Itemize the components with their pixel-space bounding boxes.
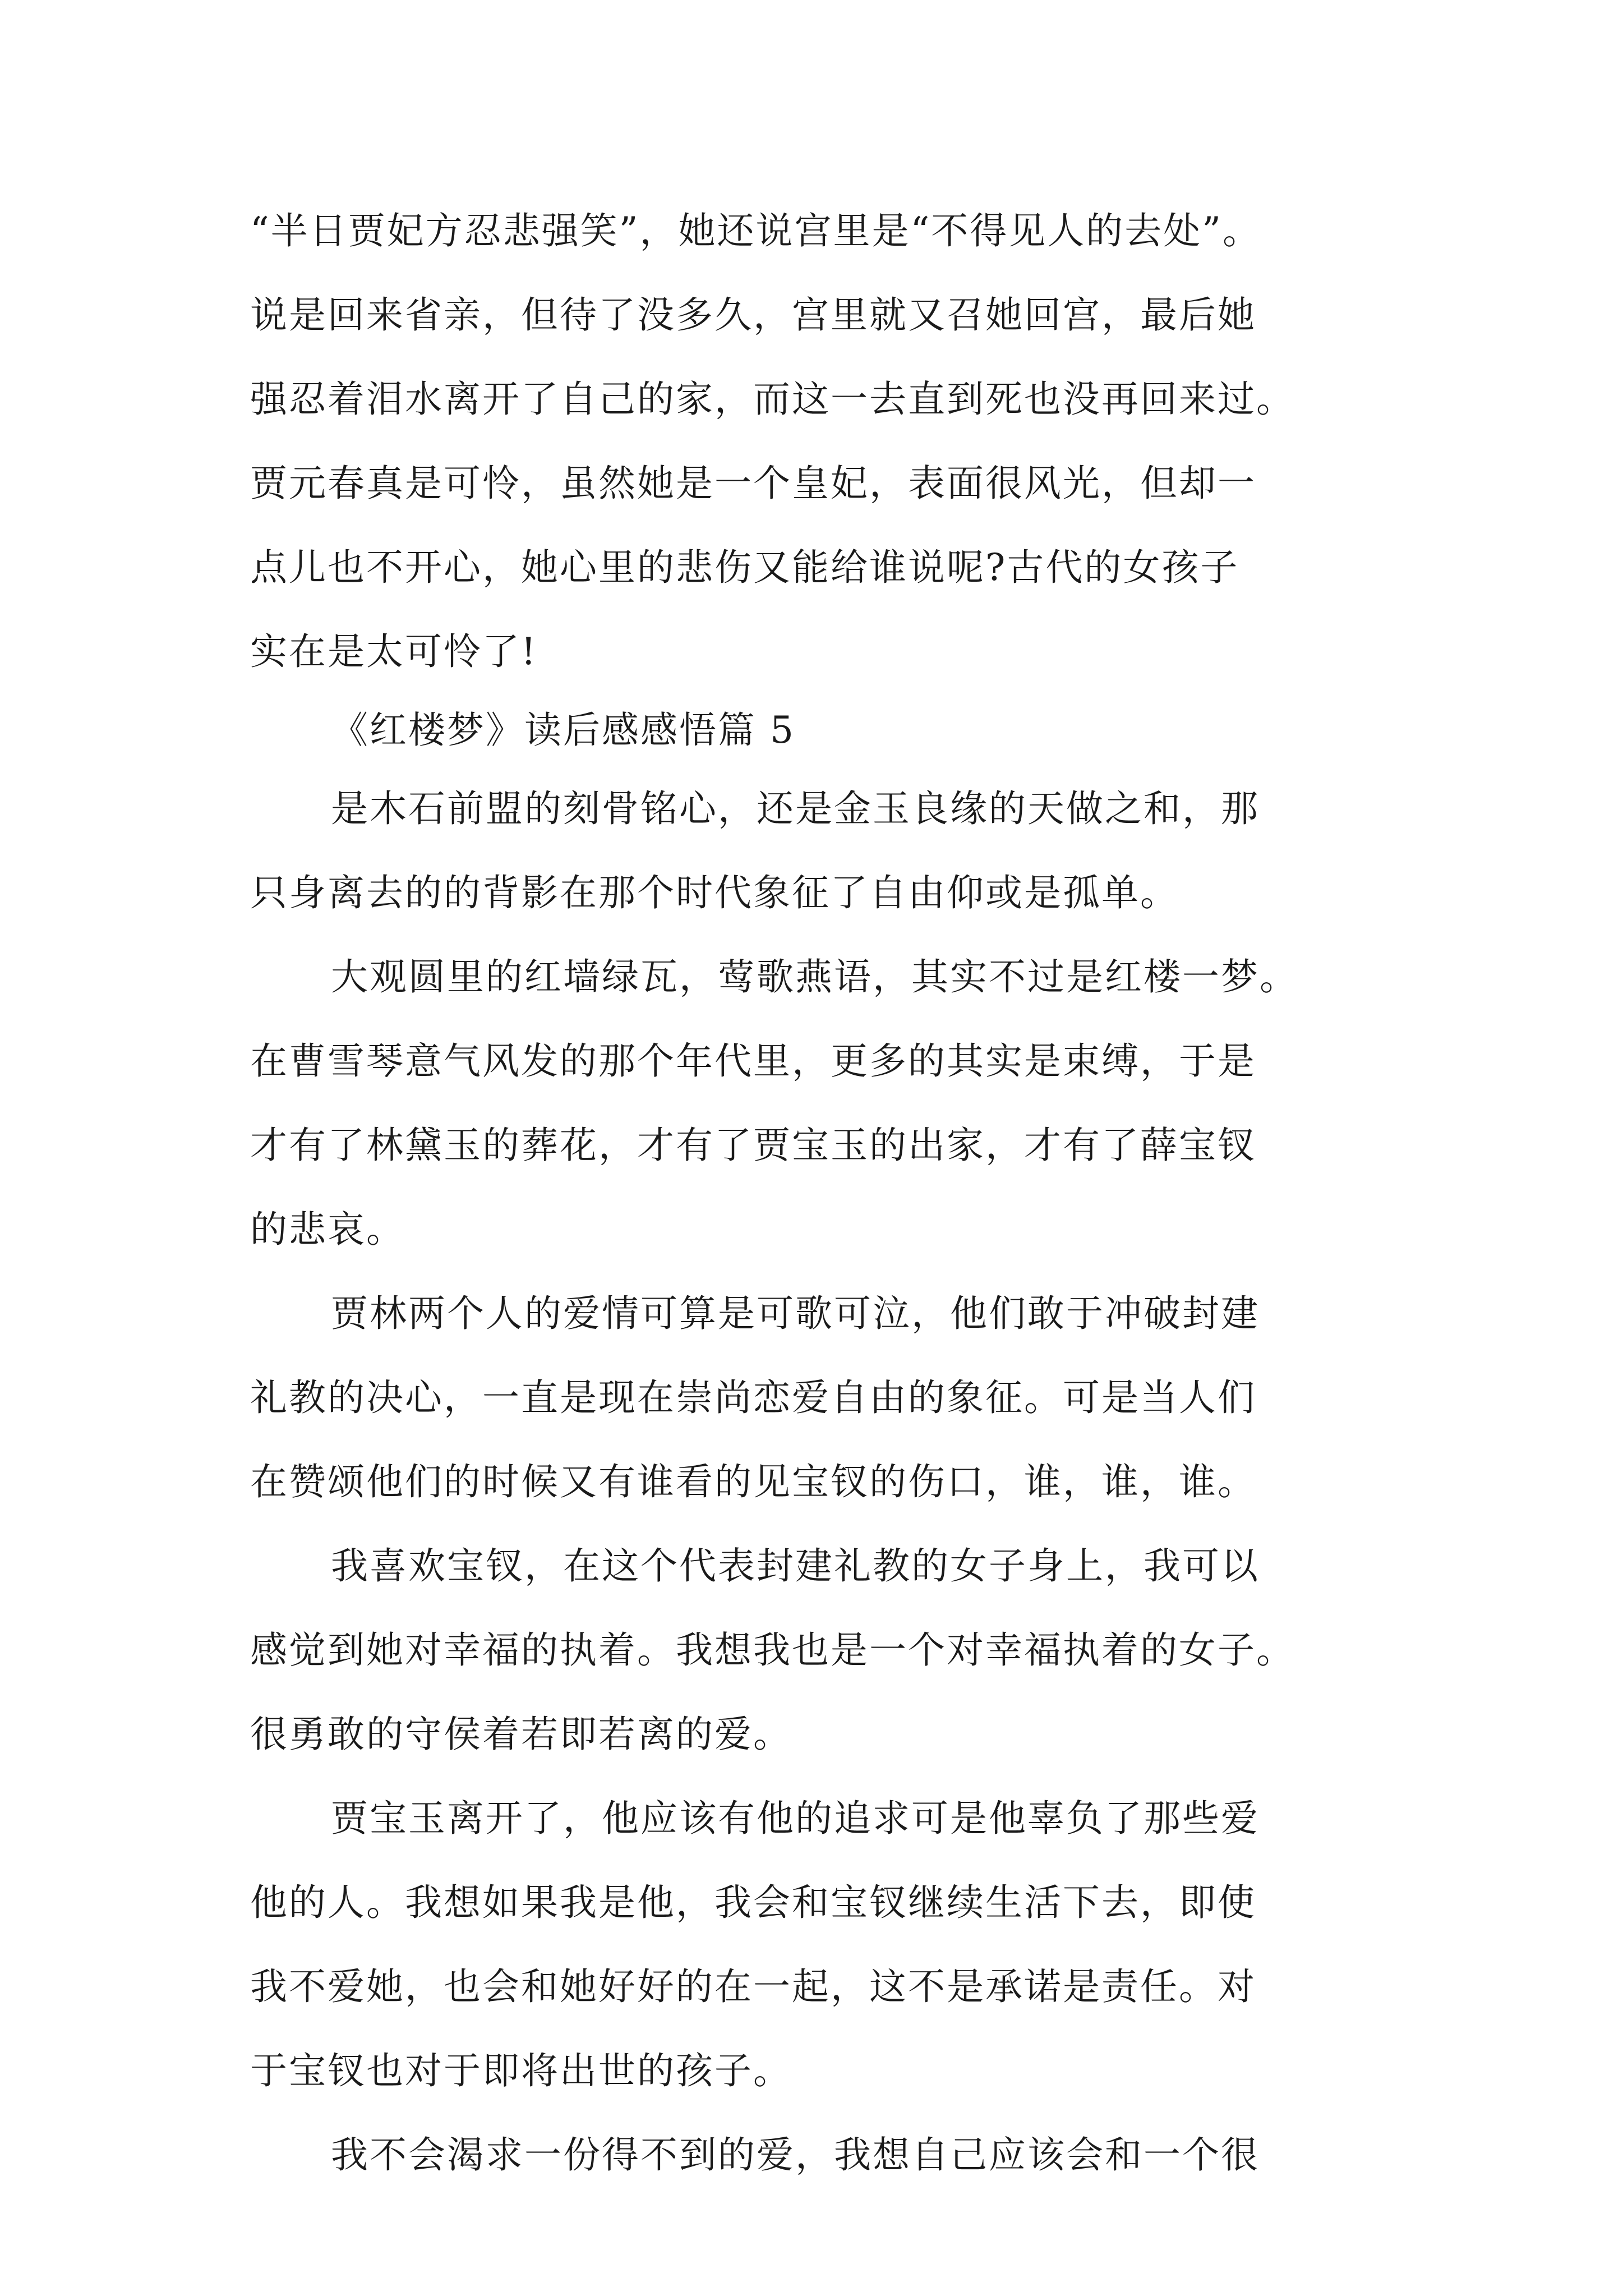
text-line: 大观圆里的红墙绿瓦，莺歌燕语，其实不过是红楼一梦。 <box>331 955 1298 999</box>
text-line: 说是回来省亲，但待了没多久，宫里就又召她回宫，最后她 <box>250 293 1256 337</box>
text-line: 于宝钗也对于即将出世的孩子。 <box>250 2049 792 2092</box>
text-line: 我不爱她，也会和她好好的在一起，这不是承诺是责任。对 <box>250 1965 1256 2008</box>
text-line: 才有了林黛玉的葬花，才有了贾宝玉的出家，才有了薛宝钗 <box>250 1124 1256 1167</box>
text-line: 实在是太可怜了! <box>250 630 538 673</box>
text-line: 在赞颂他们的时候又有谁看的见宝钗的伤口，谁，谁，谁。 <box>250 1460 1256 1503</box>
text-line: 点儿也不开心，她心里的悲伤又能给谁说呢?古代的女孩子 <box>250 546 1239 589</box>
text-line: 的悲哀。 <box>250 1208 405 1251</box>
text-line: 感觉到她对幸福的执着。我想我也是一个对幸福执着的女子。 <box>250 1628 1295 1672</box>
text-line: 强忍着泪水离开了自己的家，而这一去直到死也没再回来过。 <box>250 378 1295 421</box>
text-line: 是木石前盟的刻骨铭心，还是金玉良缘的天做之和，那 <box>331 787 1260 830</box>
text-line: 我不会渴求一份得不到的爱，我想自己应该会和一个很 <box>331 2133 1260 2177</box>
text-line: 在曹雪琴意气风发的那个年代里，更多的其实是束缚，于是 <box>250 1039 1256 1083</box>
text-line: 贾宝玉离开了，他应该有他的追求可是他辜负了那些爱 <box>331 1797 1260 1840</box>
text-line: 很勇敢的守侯着若即若离的爱。 <box>250 1713 792 1756</box>
text-line: 贾林两个人的爱情可算是可歌可泣，他们敢于冲破封建 <box>331 1292 1260 1335</box>
section-heading: 《红楼梦》读后感感悟篇 5 <box>331 708 795 752</box>
text-line: “半日贾妃方忍悲强笑”，她还说宫里是“不得见人的去处”。 <box>250 209 1261 252</box>
text-line: 只身离去的的背影在那个时代象征了自由仰或是孤单。 <box>250 871 1179 914</box>
text-line: 礼教的决心，一直是现在崇尚恋爱自由的象征。可是当人们 <box>250 1376 1256 1419</box>
text-line: 他的人。我想如果我是他，我会和宝钗继续生活下去，即使 <box>250 1881 1256 1924</box>
text-line: 贾元春真是可怜，虽然她是一个皇妃，表面很风光，但却一 <box>250 462 1256 505</box>
text-line: 我喜欢宝钗，在这个代表封建礼教的女子身上，我可以 <box>331 1544 1260 1588</box>
